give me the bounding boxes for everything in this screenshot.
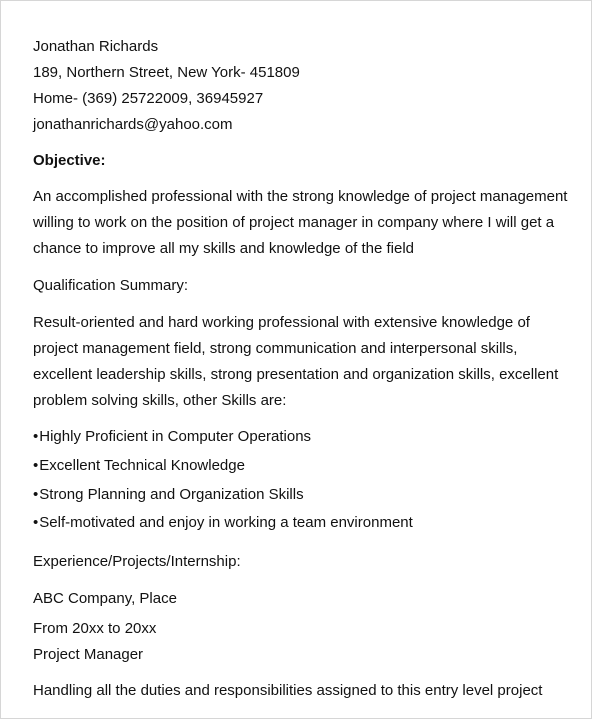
skill-text: Strong Planning and Organization Skills — [39, 486, 304, 503]
objective-line: willing to work on the position of project manager in company where I will get a — [33, 214, 555, 231]
experience-company: ABC Company, Place — [33, 590, 177, 607]
objective-heading: Objective: — [33, 152, 106, 169]
objective-line: chance to improve all my skills and knowledge of the field — [33, 240, 415, 257]
skill-bullet-item — [33, 514, 413, 531]
qualification-line: excellent leadership skills, strong presentation and organization skills, excellent — [33, 366, 559, 383]
skill-text: Highly Proficient in Computer Operations — [39, 428, 312, 445]
contact-phone: Home- (369) 25722009, 36945927 — [33, 90, 264, 107]
contact-email: jonathanrichards@yahoo.com — [33, 116, 233, 133]
skill-bullet-item — [33, 428, 311, 445]
qualification-line: project management field, strong communication and interpersonal skills, — [33, 340, 518, 357]
bullet-icon: • — [33, 457, 39, 474]
qualification-line: Result-oriented and hard working professional with extensive knowledge of — [33, 314, 530, 331]
skill-bullet-item — [33, 486, 304, 503]
skill-text: Self-motivated and enjoy in working a team environment — [39, 514, 413, 531]
skill-bullet-item — [33, 457, 245, 474]
experience-title: Project Manager — [33, 646, 144, 663]
objective-line: An accomplished professional with the strong knowledge of project management — [33, 188, 568, 205]
contact-address: 189, Northern Street, New York- 451809 — [33, 64, 300, 81]
bullet-icon: • — [33, 486, 39, 503]
experience-heading: Experience/Projects/Internship: — [33, 553, 241, 570]
experience-description: Handling all the duties and responsibilities assigned to this entry level project — [33, 682, 543, 699]
experience-dates: From 20xx to 20xx — [33, 620, 157, 637]
contact-name: Jonathan Richards — [33, 38, 159, 55]
qualification-heading: Qualification Summary: — [33, 277, 189, 294]
qualification-line: problem solving skills, other Skills are: — [33, 392, 287, 409]
skill-text: Excellent Technical Knowledge — [39, 457, 245, 474]
bullet-icon: • — [33, 514, 39, 531]
bullet-icon: • — [33, 428, 39, 445]
